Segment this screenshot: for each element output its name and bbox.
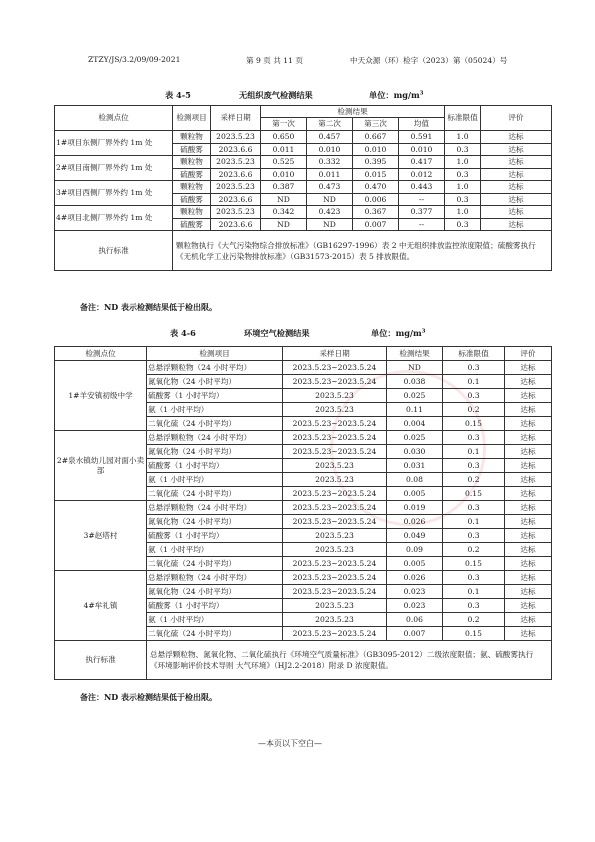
result-cell: 0.038	[387, 375, 443, 389]
item-cell: 氮氧化物（24 小时平均）	[147, 515, 283, 529]
result-avg-cell: 0.012	[399, 168, 445, 181]
date-cell: 2023.5.23~2023.5.24	[283, 515, 387, 529]
page-info: 第 9 页 共 11 页	[246, 56, 303, 65]
limit-cell: 0.3	[443, 599, 505, 613]
point-cell: 4#牟礼镇	[55, 571, 147, 641]
result-cell: 0.007	[387, 627, 443, 641]
eval-cell: 达标	[505, 361, 552, 375]
eval-cell: 达标	[505, 557, 552, 571]
header-third: 第三次	[353, 118, 399, 131]
limit-cell: 0.3	[445, 218, 481, 231]
eval-cell: 达标	[505, 543, 552, 557]
date-cell: 2023.5.23~2023.5.24	[283, 431, 387, 445]
item-cell: 二氧化硫（24 小时平均）	[147, 557, 283, 571]
limit-cell: 0.2	[443, 473, 505, 487]
item-cell: 硫酸雾（1 小时平均）	[147, 459, 283, 473]
item-cell: 总悬浮颗粒物（24 小时平均）	[147, 361, 283, 375]
eval-cell: 达标	[481, 143, 552, 156]
result-cell: 0.09	[387, 543, 443, 557]
result-second-cell: 0.423	[307, 206, 353, 219]
date-cell: 2023.5.23	[283, 389, 387, 403]
eval-cell: 达标	[481, 168, 552, 181]
result-cell: 0.004	[387, 417, 443, 431]
standard-label: 执行标准	[55, 231, 173, 271]
limit-cell: 1.0	[445, 206, 481, 219]
limit-cell: 0.2	[443, 613, 505, 627]
eval-cell: 达标	[481, 218, 552, 231]
item-cell: 颗粒物	[173, 181, 211, 194]
header-limit: 标准限值	[443, 347, 505, 361]
ambient-air-table	[54, 346, 552, 680]
item-cell: 二氧化硫（24 小时平均）	[147, 487, 283, 501]
eval-cell: 达标	[505, 627, 552, 641]
result-cell: 0.005	[387, 487, 443, 501]
result-cell: 0.026	[387, 515, 443, 529]
result-avg-cell: 0.591	[399, 131, 445, 144]
result-cell: 0.023	[387, 599, 443, 613]
eval-cell: 达标	[505, 403, 552, 417]
eval-cell: 达标	[505, 445, 552, 459]
eval-cell: 达标	[481, 193, 552, 206]
result-third-cell: 0.007	[353, 218, 399, 231]
item-cell: 颗粒物	[173, 156, 211, 169]
result-second-cell: 0.011	[307, 168, 353, 181]
exhaust-gas-table	[54, 105, 552, 271]
item-cell: 硫酸雾	[173, 143, 211, 156]
result-cell: 0.11	[387, 403, 443, 417]
limit-cell: 1.0	[445, 181, 481, 194]
eval-cell: 达标	[505, 613, 552, 627]
report-number: 中天众源（环）检字（2023）第（05024）号	[350, 56, 508, 65]
item-cell: 硫酸雾	[173, 193, 211, 206]
table-row	[55, 181, 552, 194]
eval-cell: 达标	[505, 599, 552, 613]
result-cell: 0.06	[387, 613, 443, 627]
eval-cell: 达标	[481, 181, 552, 194]
table-row	[55, 206, 552, 219]
item-cell: 二氧化硫（24 小时平均）	[147, 627, 283, 641]
date-cell: 2023.6.6	[211, 193, 261, 206]
eval-cell: 达标	[505, 459, 552, 473]
limit-cell: 0.3	[443, 361, 505, 375]
date-cell: 2023.5.23~2023.5.24	[283, 375, 387, 389]
result-cell: 0.049	[387, 529, 443, 543]
limit-cell: 0.15	[443, 417, 505, 431]
result-first-cell: ND	[261, 193, 307, 206]
date-cell: 2023.5.23~2023.5.24	[283, 361, 387, 375]
eval-cell: 达标	[481, 131, 552, 144]
eval-cell: 达标	[505, 529, 552, 543]
item-cell: 二氧化硫（24 小时平均）	[147, 417, 283, 431]
point-cell: 1#羊安镇初级中学	[55, 361, 147, 431]
item-cell: 总悬浮颗粒物（24 小时平均）	[147, 431, 283, 445]
header-point: 检测点位	[55, 347, 147, 361]
table-row	[55, 501, 552, 515]
result-second-cell: 0.473	[307, 181, 353, 194]
table-row	[55, 131, 552, 144]
point-cell: 4#项目北侧厂界外约 1m 处	[55, 206, 173, 231]
header-date: 采样日期	[283, 347, 387, 361]
result-first-cell: 0.010	[261, 168, 307, 181]
limit-cell: 0.1	[443, 585, 505, 599]
point-cell: 1#项目东侧厂界外约 1m 处	[55, 131, 173, 156]
date-cell: 2023.5.23	[211, 156, 261, 169]
item-cell: 氮氧化物（24 小时平均）	[147, 585, 283, 599]
point-cell: 3#赵塔村	[55, 501, 147, 571]
date-cell: 2023.5.23~2023.5.24	[283, 487, 387, 501]
result-cell: ND	[387, 361, 443, 375]
item-cell: 氨（1 小时平均）	[147, 473, 283, 487]
result-third-cell: 0.006	[353, 193, 399, 206]
standard-label: 执行标准	[55, 641, 147, 680]
result-cell: 0.030	[387, 445, 443, 459]
eval-cell: 达标	[481, 206, 552, 219]
eval-cell: 达标	[505, 515, 552, 529]
result-avg-cell: 0.377	[399, 206, 445, 219]
result-cell: 0.005	[387, 557, 443, 571]
result-third-cell: 0.470	[353, 181, 399, 194]
limit-cell: 0.2	[443, 543, 505, 557]
result-first-cell: 0.387	[261, 181, 307, 194]
header-eval: 评价	[505, 347, 552, 361]
header-date: 采样日期	[211, 106, 261, 131]
limit-cell: 0.3	[443, 501, 505, 515]
item-cell: 总悬浮颗粒物（24 小时平均）	[147, 501, 283, 515]
date-cell: 2023.6.6	[211, 218, 261, 231]
date-cell: 2023.5.23~2023.5.24	[283, 501, 387, 515]
eval-cell: 达标	[505, 389, 552, 403]
result-cell: 0.023	[387, 585, 443, 599]
result-first-cell: 0.525	[261, 156, 307, 169]
result-second-cell: 0.457	[307, 131, 353, 144]
date-cell: 2023.5.23~2023.5.24	[283, 417, 387, 431]
item-cell: 氮氧化物（24 小时平均）	[147, 445, 283, 459]
date-cell: 2023.5.23	[283, 473, 387, 487]
item-cell: 硫酸雾（1 小时平均）	[147, 529, 283, 543]
header-results: 检测结果	[261, 106, 445, 118]
table1-label: 表 4-5	[165, 90, 191, 100]
item-cell: 氮氧化物（24 小时平均）	[147, 375, 283, 389]
result-cell: 0.019	[387, 501, 443, 515]
date-cell: 2023.5.23	[283, 529, 387, 543]
limit-cell: 1.0	[445, 156, 481, 169]
header-point: 检测点位	[55, 106, 173, 131]
date-cell: 2023.6.6	[211, 168, 261, 181]
limit-cell: 0.3	[445, 193, 481, 206]
eval-cell: 达标	[505, 501, 552, 515]
limit-cell: 0.3	[445, 143, 481, 156]
limit-cell: 0.3	[443, 529, 505, 543]
table-row	[55, 361, 552, 375]
result-avg-cell: 0.417	[399, 156, 445, 169]
item-cell: 硫酸雾	[173, 168, 211, 181]
result-first-cell: 0.011	[261, 143, 307, 156]
doc-code: ZTZY/JS/3.2/09/09-2021	[88, 55, 181, 64]
item-cell: 颗粒物	[173, 206, 211, 219]
item-cell: 硫酸雾（1 小时平均）	[147, 599, 283, 613]
result-avg-cell: 0.443	[399, 181, 445, 194]
item-cell: 颗粒物	[173, 131, 211, 144]
limit-cell: 0.3	[443, 571, 505, 585]
item-cell: 硫酸雾（1 小时平均）	[147, 389, 283, 403]
limit-cell: 0.3	[443, 389, 505, 403]
date-cell: 2023.5.23	[283, 459, 387, 473]
date-cell: 2023.5.23	[211, 181, 261, 194]
date-cell: 2023.5.23	[283, 613, 387, 627]
table-row	[55, 571, 552, 585]
date-cell: 2023.5.23~2023.5.24	[283, 445, 387, 459]
result-second-cell: ND	[307, 193, 353, 206]
eval-cell: 达标	[505, 571, 552, 585]
table2-label: 表 4-6	[170, 328, 196, 338]
result-cell: 0.08	[387, 473, 443, 487]
header-limit: 标准限值	[445, 106, 481, 131]
table-row	[55, 156, 552, 169]
item-cell: 氨（1 小时平均）	[147, 613, 283, 627]
eval-cell: 达标	[505, 375, 552, 389]
date-cell: 2023.5.23	[283, 543, 387, 557]
eval-cell: 达标	[505, 585, 552, 599]
result-avg-cell: --	[399, 218, 445, 231]
limit-cell: 0.3	[445, 168, 481, 181]
table-row	[55, 431, 552, 445]
result-avg-cell: 0.010	[399, 143, 445, 156]
date-cell: 2023.5.23	[211, 131, 261, 144]
limit-cell: 0.15	[443, 627, 505, 641]
item-cell: 氨（1 小时平均）	[147, 543, 283, 557]
result-first-cell: 0.650	[261, 131, 307, 144]
date-cell: 2023.6.6	[211, 143, 261, 156]
point-cell: 3#项目西侧厂界外约 1m 处	[55, 181, 173, 206]
standard-text: 颗粒物执行《大气污染物综合排放标准》（GB16297-1996）表 2 中无组织排放监控浓度限值；硫酸雾执行《无机化学工业污染物排放标准》（GB31573-2015）表 5 排放限值。	[173, 231, 552, 271]
result-third-cell: 0.015	[353, 168, 399, 181]
result-third-cell: 0.010	[353, 143, 399, 156]
result-third-cell: 0.395	[353, 156, 399, 169]
result-second-cell: 0.010	[307, 143, 353, 156]
header-avg: 均值	[399, 118, 445, 131]
standard-text: 总悬浮颗粒物、氮氧化物、二氧化硫执行《环境空气质量标准》（GB3095-2012）二级浓度限值；氨、硫酸雾执行《环境影响评价技术导则 大气环境》（HJ2.2-2018）附录 D 浓度限值。	[147, 641, 552, 680]
blank-below-notice: —本页以下空白—	[258, 739, 322, 748]
date-cell: 2023.5.23~2023.5.24	[283, 557, 387, 571]
limit-cell: 0.15	[443, 557, 505, 571]
date-cell: 2023.5.23~2023.5.24	[283, 627, 387, 641]
limit-cell: 0.15	[443, 487, 505, 501]
result-third-cell: 0.667	[353, 131, 399, 144]
table1-title: 无组织废气检测结果	[239, 90, 313, 100]
header-item: 检测项目	[147, 347, 283, 361]
table1-unit: 单位：$mg/m^3$	[369, 90, 424, 100]
item-cell: 硫酸雾	[173, 218, 211, 231]
date-cell: 2023.5.23	[211, 206, 261, 219]
limit-cell: 0.1	[443, 375, 505, 389]
date-cell: 2023.5.23~2023.5.24	[283, 571, 387, 585]
eval-cell: 达标	[505, 431, 552, 445]
result-first-cell: 0.342	[261, 206, 307, 219]
table2-title: 环境空气检测结果	[244, 328, 310, 338]
result-third-cell: 0.367	[353, 206, 399, 219]
result-cell: 0.031	[387, 459, 443, 473]
point-cell: 2#项目南侧厂界外约 1m 处	[55, 156, 173, 181]
header-item: 检测项目	[173, 106, 211, 131]
table2-note: 备注：ND 表示检测结果低于检出限。	[80, 692, 218, 702]
table1-note: 备注：ND 表示检测结果低于检出限。	[80, 302, 218, 312]
limit-cell: 0.1	[443, 445, 505, 459]
result-first-cell: ND	[261, 218, 307, 231]
header-second: 第二次	[307, 118, 353, 131]
result-cell: 0.025	[387, 431, 443, 445]
result-second-cell: ND	[307, 218, 353, 231]
header-eval: 评价	[481, 106, 552, 131]
result-cell: 0.026	[387, 571, 443, 585]
eval-cell: 达标	[505, 487, 552, 501]
page-header	[88, 55, 538, 67]
eval-cell: 达标	[505, 417, 552, 431]
header-result: 检测结果	[387, 347, 443, 361]
result-avg-cell: --	[399, 193, 445, 206]
limit-cell: 0.2	[443, 403, 505, 417]
date-cell: 2023.5.23	[283, 599, 387, 613]
limit-cell: 0.3	[443, 431, 505, 445]
eval-cell: 达标	[481, 156, 552, 169]
eval-cell: 达标	[505, 473, 552, 487]
item-cell: 氨（1 小时平均）	[147, 403, 283, 417]
item-cell: 总悬浮颗粒物（24 小时平均）	[147, 571, 283, 585]
point-cell: 2#泉水镇幼儿园对面小卖部	[55, 431, 147, 501]
limit-cell: 1.0	[445, 131, 481, 144]
table2-unit: 单位：$mg/m^3$	[371, 328, 426, 338]
limit-cell: 0.1	[443, 515, 505, 529]
limit-cell: 0.3	[443, 459, 505, 473]
result-cell: 0.025	[387, 389, 443, 403]
result-second-cell: 0.332	[307, 156, 353, 169]
date-cell: 2023.5.23~2023.5.24	[283, 585, 387, 599]
date-cell: 2023.5.23	[283, 403, 387, 417]
header-first: 第一次	[261, 118, 307, 131]
